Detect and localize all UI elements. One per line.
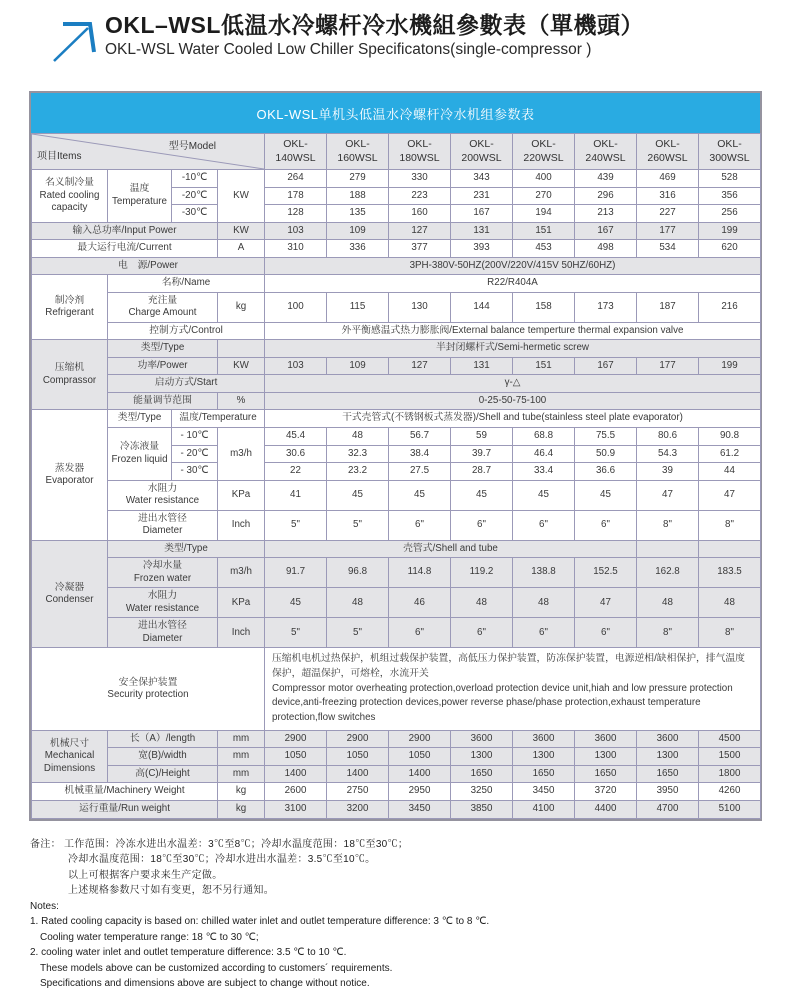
value-cell: 279 [327,170,389,188]
value-cell: 119.2 [451,558,513,588]
value-cell: 48 [327,588,389,618]
row-dimension-width [32,748,761,766]
value-cell: 36.6 [575,463,637,481]
value-cell: 8" [699,510,761,540]
value-cell: 377 [389,240,451,258]
spec-table-container [29,91,762,821]
page-title-en: OKL-WSL Water Cooled Low Chiller Specificatons(single-compressor ) [105,41,592,59]
value-cell: 115 [327,292,389,322]
value-cell: 46 [389,588,451,618]
value-cell: 128 [265,205,327,223]
value-cell: 2900 [327,730,389,748]
value-cell: 8" [699,618,761,648]
value-cell: 131 [451,222,513,240]
value-cell: 46.4 [513,445,575,463]
value-cell: 1650 [451,765,513,783]
unit-mm: mm [218,730,265,748]
value-cell: 4700 [637,800,699,818]
value-cell: 151 [513,357,575,375]
value-cell: 38.4 [389,445,451,463]
value-cell: 47 [699,480,761,510]
unit-kg: kg [218,800,265,818]
value-cell: 173 [575,292,637,322]
value-cell: 5" [327,510,389,540]
label-machinery-weight: 机械重量/Machinery Weight [32,783,218,801]
empty-cell [637,540,699,558]
model-header-row [32,134,761,170]
value-cell: 5" [327,618,389,648]
label-charge-amount: 充注量 Charge Amount [108,292,218,322]
value-cell: 3250 [451,783,513,801]
value-cell: 1650 [637,765,699,783]
empty-cell [218,340,265,358]
note-line: 以上可根据客户要求来生产定做。 [68,869,223,881]
label-temp-minus20: - 20℃ [172,445,218,463]
value-cell: 44 [699,463,761,481]
value-cell: 5100 [699,800,761,818]
value-cell: 336 [327,240,389,258]
unit-inch: Inch [218,510,265,540]
model-header-okl-300wsl: OKL- 300WSL [699,134,761,170]
value-cell: 3600 [575,730,637,748]
row-input-power [32,222,761,240]
row-evap-water-resistance [32,480,761,510]
value-cell: 264 [265,170,327,188]
value-cell: 103 [265,357,327,375]
value-cell: 1400 [327,765,389,783]
label-current: 最大运行电流/Current [32,240,218,258]
row-dimension-height [32,765,761,783]
unit-kw: KW [218,170,265,223]
value-cell: 80.6 [637,427,699,445]
value-cell: 231 [451,187,513,205]
value-cell: 6" [513,510,575,540]
value-cell: 453 [513,240,575,258]
value-cell: 469 [637,170,699,188]
value-cell: 2900 [389,730,451,748]
label-mechanical-dimensions: 机械尺寸 Mechanical Dimensions [32,730,108,783]
label-temperature: 温度 Temperature [108,170,172,223]
label-start: 启动方式/Start [108,375,265,393]
row-cond-water-resistance [32,588,761,618]
value-cell: 48 [699,588,761,618]
value-cell: 48 [451,588,513,618]
label-compressor: 压缩机 Comprassor [32,340,108,410]
value-cell: 158 [513,292,575,322]
value-cell: 534 [637,240,699,258]
brand-arrow-icon [50,12,96,62]
value-cell: 167 [575,222,637,240]
empty-cell [699,540,761,558]
label-evap-temperature: 温度/Temperature [172,410,265,428]
value-refrigerant-name: R22/R404A [265,275,761,293]
label-run-weight: 运行重量/Run weight [32,800,218,818]
label-condenser-type: 类型/Type [108,540,265,558]
notes [30,837,790,992]
row-dimension-length [32,730,761,748]
value-cell: 296 [575,187,637,205]
value-cell: 45 [575,480,637,510]
value-cell: 103 [265,222,327,240]
value-cell: 177 [637,222,699,240]
value-cell: 131 [451,357,513,375]
model-header-okl-180wsl: OKL- 180WSL [389,134,451,170]
value-cell: 127 [389,222,451,240]
value-cell: 130 [389,292,451,322]
row-cooling-water-volume [32,558,761,588]
row-compressor-type [32,340,761,358]
value-energy-adjust: 0-25-50-75-100 [265,392,761,410]
value-cell: 4100 [513,800,575,818]
value-cell: 50.9 [575,445,637,463]
label-water-resistance: 水阻力 Water resistance [108,480,218,510]
row-refrigerant-control [32,322,761,340]
label-temp-minus20: -20℃ [172,187,218,205]
value-cell: 23.2 [327,463,389,481]
model-header-okl-260wsl: OKL- 260WSL [637,134,699,170]
value-cell: 28.7 [451,463,513,481]
value-cell: 6" [575,618,637,648]
value-cell: 270 [513,187,575,205]
label-refrigerant-name: 名称/Name [108,275,265,293]
unit-m3h: m3/h [218,427,265,480]
note-line: Cooling water temperature range: 18 ℃ to 30 ℃; [40,931,259,943]
value-cell: 151 [513,222,575,240]
value-cell: 45 [513,480,575,510]
value-cell: 393 [451,240,513,258]
unit-inch: Inch [218,618,265,648]
row-compressor-power [32,357,761,375]
value-cell: 6" [451,510,513,540]
value-cell: 167 [575,357,637,375]
row-run-weight [32,800,761,818]
value-cell: 138.8 [513,558,575,588]
page-title-zh: OKL–WSL低温水冷螺杆冷水機組參數表（單機頭） [105,12,644,38]
value-cell: 1400 [265,765,327,783]
value-cell: 162.8 [637,558,699,588]
value-cell: 47 [637,480,699,510]
value-cell: 6" [389,510,451,540]
value-start: γ-△ [265,375,761,393]
value-cell: 30.6 [265,445,327,463]
model-header-okl-140wsl: OKL- 140WSL [265,134,327,170]
value-power-supply: 3PH-380V-50HZ(200V/220V/415V 50HZ/60HZ) [265,257,761,275]
corner-items-label: 项目Items [37,151,82,163]
label-evaporator-type: 类型/Type [108,410,172,428]
value-cell: 45 [327,480,389,510]
value-cell: 48 [637,588,699,618]
value-cell: 114.8 [389,558,451,588]
label-power-supply: 电 源/Power [32,257,265,275]
value-cell: 8" [637,618,699,648]
label-compressor-type: 类型/Type [108,340,218,358]
note-line: Specifications and dimensions above are subject to change without notice. [40,978,370,989]
value-cell: 144 [451,292,513,322]
value-cell: 1300 [451,748,513,766]
value-cell: 1050 [389,748,451,766]
label-input-power: 输入总功率/Input Power [32,222,218,240]
value-cell: 90.8 [699,427,761,445]
value-security-protection: 压缩机电机过热保护，机组过载保护装置，高低压力保护装置，防冻保护装置，电源逆相/缺相保护，排气温度保护，超温保护，可熔栓，水流开关 Compressor motor overheating protection,overload protection device unit,hiah and low pressure protection device,anti-freezing protection devices,power reverse phase/phase protection,exhaust temperature protection,flow switches [265,648,761,730]
value-cell: 199 [699,222,761,240]
value-cell: 3100 [265,800,327,818]
value-cell: 4260 [699,783,761,801]
value-cell: 56.7 [389,427,451,445]
value-cell: 6" [451,618,513,648]
value-cell: 2750 [327,783,389,801]
value-cell: 45.4 [265,427,327,445]
unit-kpa: KPa [218,480,265,510]
note-line: 上述规格参数尺寸如有变更，恕不另行通知。 [68,885,274,896]
value-cell: 187 [637,292,699,322]
row-max-current [32,240,761,258]
value-cell: 68.8 [513,427,575,445]
value-cell: 3600 [637,730,699,748]
label-cooling-water: 冷却水量 Frozen water [108,558,218,588]
value-cell: 498 [575,240,637,258]
value-cell: 3600 [451,730,513,748]
value-cell: 1300 [575,748,637,766]
label-temp-minus10: -10℃ [172,170,218,188]
title-block [105,12,644,59]
value-cell: 188 [327,187,389,205]
unit-m3h: m3/h [218,558,265,588]
value-cell: 2900 [265,730,327,748]
value-cell: 3950 [637,783,699,801]
note-line: Notes: [30,900,59,912]
value-cell: 400 [513,170,575,188]
row-power-supply [32,257,761,275]
label-refrigerant: 制冷剂 Refrigerant [32,275,108,340]
label-water-resistance: 水阻力 Water resistance [108,588,218,618]
model-header-okl-240wsl: OKL- 240WSL [575,134,637,170]
value-cell: 1400 [389,765,451,783]
value-cell: 3450 [513,783,575,801]
value-cell: 199 [699,357,761,375]
note-line: 2. cooling water inlet and outlet temperature difference: 3.5 ℃ to 10 ℃. [30,947,347,958]
value-cell: 127 [389,357,451,375]
row-energy-adjust-range [32,392,761,410]
label-compressor-power: 功率/Power [108,357,218,375]
label-rated-cooling-capacity: 名义制冷量 Rated cooling capacity [32,170,108,223]
corner-cell [32,134,265,170]
value-cell: 213 [575,205,637,223]
value-cell: 59 [451,427,513,445]
label-diameter: 进出水管径 Diameter [108,510,218,540]
label-diameter: 进出水管径 Diameter [108,618,218,648]
unit-kg: kg [218,783,265,801]
value-cell: 1050 [265,748,327,766]
value-cell: 39.7 [451,445,513,463]
value-cell: 3850 [451,800,513,818]
value-cell: 439 [575,170,637,188]
value-cell: 528 [699,170,761,188]
note-line: 1. Rated cooling capacity is based on: chilled water inlet and outlet temperature difference: 3 ℃ to 8 ℃. [30,916,490,927]
value-cell: 310 [265,240,327,258]
value-condenser-type: 壳管式/Shell and tube [265,540,637,558]
note-line: 冷却水温度范围：18℃至30℃；冷却水进出水温差：3.5℃至10℃。 [68,854,376,865]
value-cell: 178 [265,187,327,205]
label-length: 长（A）/length [108,730,218,748]
value-cell: 6" [513,618,575,648]
value-cell: 227 [637,205,699,223]
value-cell: 3200 [327,800,389,818]
value-cell: 6" [389,618,451,648]
row-compressor-start [32,375,761,393]
unit-mm: mm [218,765,265,783]
value-evaporator-type: 干式壳管式(不锈钢板式蒸发器)/Shell and tube(stainless steel plate evaporator) [265,410,761,428]
value-cell: 1300 [513,748,575,766]
model-header-okl-200wsl: OKL- 200WSL [451,134,513,170]
row-condenser-type [32,540,761,558]
value-cell: 5" [265,618,327,648]
value-cell: 216 [699,292,761,322]
label-height: 高(C)/Height [108,765,218,783]
value-cell: 4500 [699,730,761,748]
value-cell: 1050 [327,748,389,766]
table-banner: OKL-WSL单机头低温水冷螺杆冷水机组参数表 [31,93,760,133]
value-cell: 152.5 [575,558,637,588]
unit-mm: mm [218,748,265,766]
corner-model-label: 型号Model [168,141,216,152]
value-cell: 356 [699,187,761,205]
label-energy-adjust: 能量调节范围 [108,392,218,410]
value-cell: 47 [575,588,637,618]
value-cell: 183.5 [699,558,761,588]
value-cell: 256 [699,205,761,223]
value-cell: 316 [637,187,699,205]
page-header [0,0,790,62]
unit-kw: KW [218,222,265,240]
value-cell: 3720 [575,783,637,801]
spec-table [31,133,761,819]
value-cell: 5" [265,510,327,540]
unit-percent: % [218,392,265,410]
value-cell: 1800 [699,765,761,783]
value-cell: 109 [327,357,389,375]
value-cell: 100 [265,292,327,322]
value-cell: 3450 [389,800,451,818]
model-header-okl-220wsl: OKL- 220WSL [513,134,575,170]
value-cell: 41 [265,480,327,510]
row-machinery-weight [32,783,761,801]
value-cell: 45 [451,480,513,510]
label-frozen-liquid: 冷冻液量 Frozen liquid [108,427,172,480]
label-temp-minus30: -30℃ [172,205,218,223]
spec-table-body [32,170,761,819]
value-cell: 54.3 [637,445,699,463]
value-cell: 223 [389,187,451,205]
label-temp-minus10: - 10℃ [172,427,218,445]
value-cell: 3600 [513,730,575,748]
label-evaporator: 蒸发器 Evaporator [32,410,108,540]
row-frozen-liquid-minus10 [32,427,761,445]
unit-kw: KW [218,357,265,375]
value-cell: 6" [575,510,637,540]
note-line: 备注： 工作范围：冷冻水进出水温差：3℃至8℃；冷却水温度范围：18℃至30℃； [30,838,409,850]
row-refrigerant-charge [32,292,761,322]
value-cell: 75.5 [575,427,637,445]
label-temp-minus30: - 30℃ [172,463,218,481]
unit-kg: kg [218,292,265,322]
value-cell: 135 [327,205,389,223]
label-control: 控制方式/Control [108,322,265,340]
unit-kpa: KPa [218,588,265,618]
unit-a: A [218,240,265,258]
value-cell: 48 [327,427,389,445]
row-security-protection [32,648,761,730]
row-cond-diameter [32,618,761,648]
row-refrigerant-name [32,275,761,293]
value-cell: 4400 [575,800,637,818]
value-cell: 45 [389,480,451,510]
value-cell: 32.3 [327,445,389,463]
value-cell: 45 [265,588,327,618]
value-cell: 167 [451,205,513,223]
value-cell: 160 [389,205,451,223]
value-control: 外平衡感温式热力膨胀阀/External balance temperture thermal expansion valve [265,322,761,340]
value-cell: 22 [265,463,327,481]
value-cell: 1650 [575,765,637,783]
value-cell: 1300 [637,748,699,766]
value-cell: 39 [637,463,699,481]
model-header-okl-160wsl: OKL- 160WSL [327,134,389,170]
value-compressor-type: 半封闭螺杆式/Semi-hermetic screw [265,340,761,358]
value-cell: 1500 [699,748,761,766]
row-evap-diameter [32,510,761,540]
value-cell: 109 [327,222,389,240]
value-cell: 27.5 [389,463,451,481]
value-cell: 2950 [389,783,451,801]
value-cell: 2600 [265,783,327,801]
value-cell: 61.2 [699,445,761,463]
value-cell: 194 [513,205,575,223]
value-cell: 1650 [513,765,575,783]
value-cell: 330 [389,170,451,188]
label-condenser: 冷凝器 Condenser [32,540,108,648]
value-cell: 8" [637,510,699,540]
row-evaporator-type [32,410,761,428]
value-cell: 96.8 [327,558,389,588]
note-line: These models above can be customized according to customers´ requirements. [40,962,393,974]
label-width: 宽(B)/width [108,748,218,766]
value-cell: 343 [451,170,513,188]
value-cell: 620 [699,240,761,258]
value-cell: 91.7 [265,558,327,588]
row-rated-cooling-minus10 [32,170,761,188]
value-cell: 48 [513,588,575,618]
value-cell: 33.4 [513,463,575,481]
value-cell: 177 [637,357,699,375]
label-security-protection: 安全保护装置 Security protection [32,648,265,730]
